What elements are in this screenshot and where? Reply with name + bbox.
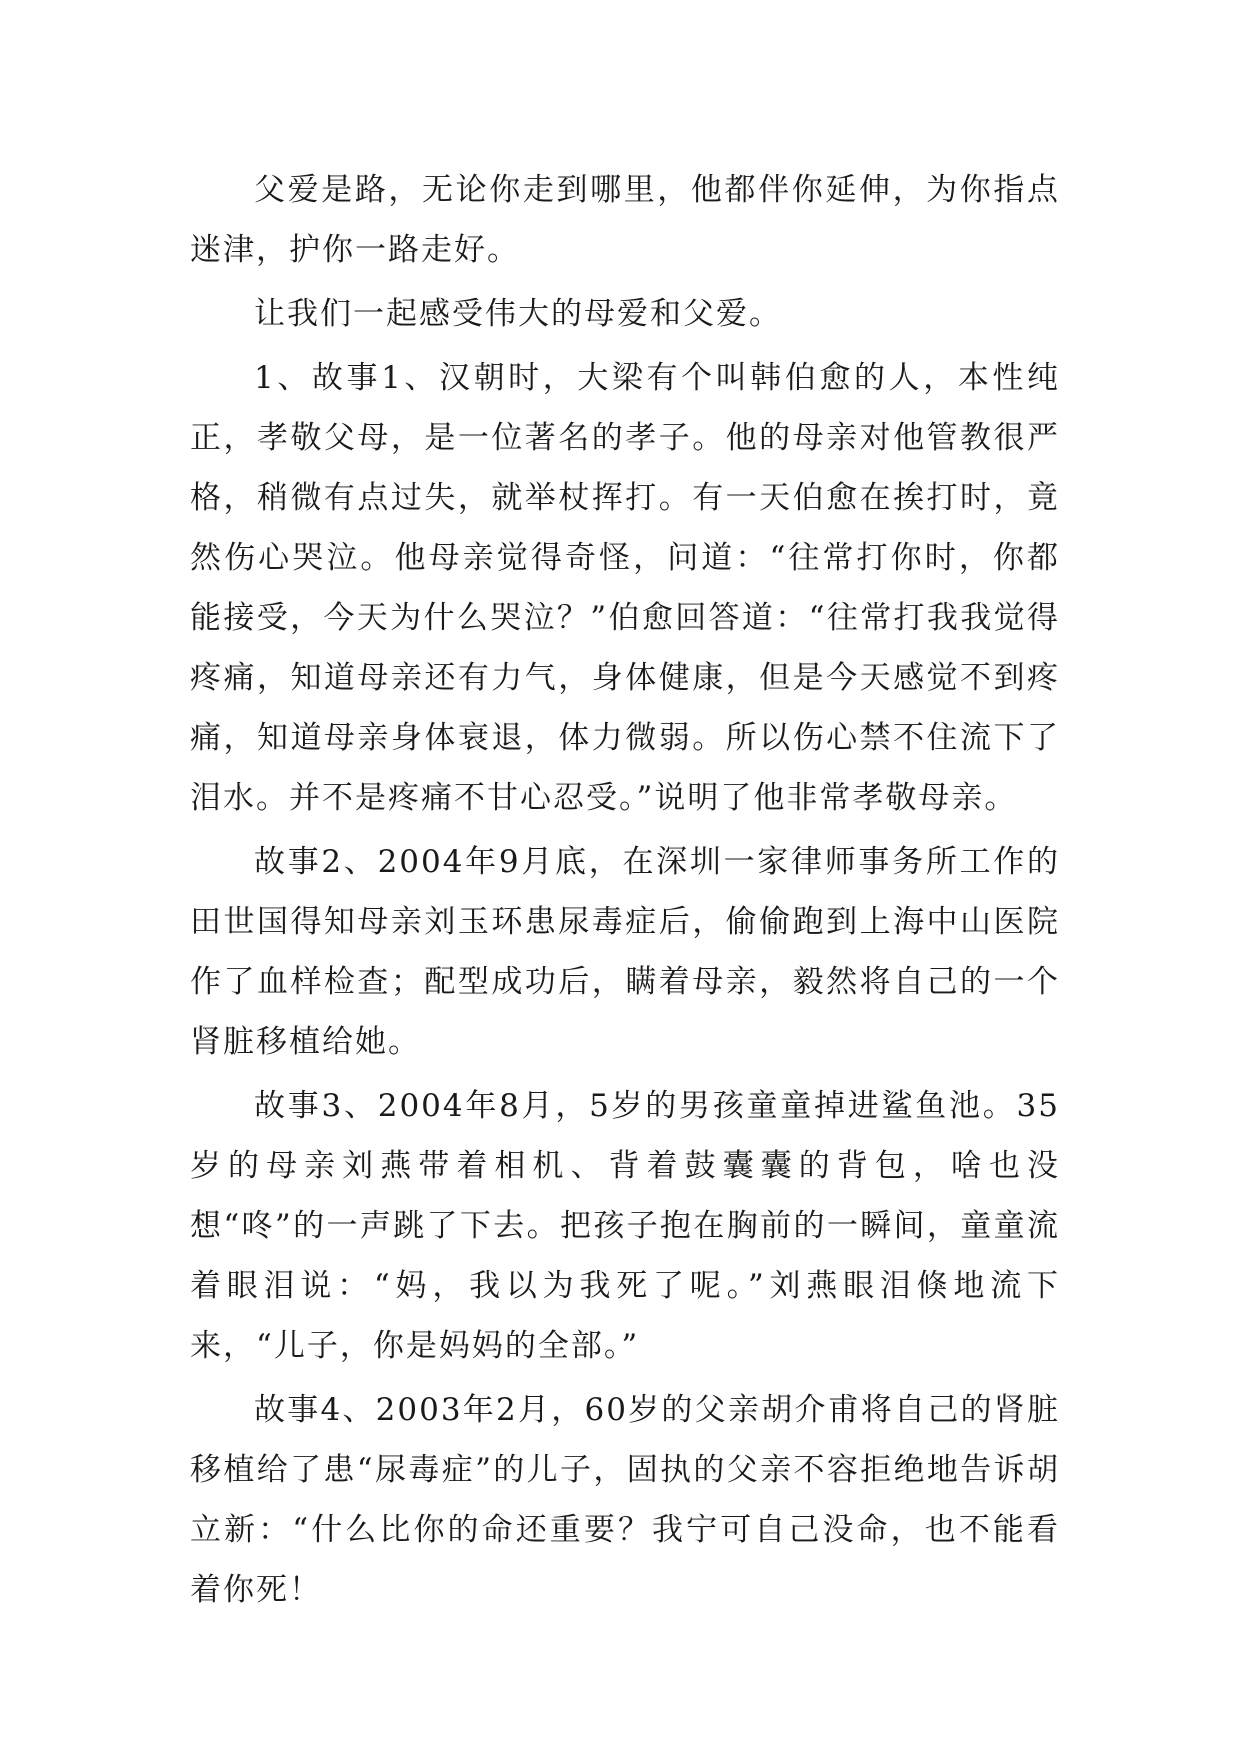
paragraph-story-4: 故事4、2003年2月，60岁的父亲胡介甫将自己的肾脏移植给了患“尿毒症”的儿子，固执的父亲不容拒绝地告诉胡立新：“什么比你的命还重要？我宁可自己没命，也不能看着你死！ (190, 1392, 1060, 1608)
document-body (190, 160, 1060, 1620)
paragraph-father-love: 父爱是路，无论你走到哪里，他都伴你延伸，为你指点迷津，护你一路走好。 (190, 172, 1060, 268)
paragraph-intro: 让我们一起感受伟大的母爱和父爱。 (254, 296, 782, 332)
paragraph-story-3: 故事3、2004年8月，5岁的男孩童童掉进鲨鱼池。35岁的母亲刘燕带着相机、背着鼓囊囊的背包，啥也没想“咚”的一声跳了下去。把孩子抱在胸前的一瞬间，童童流着眼泪说：“妈，我以为我死了呢。”刘燕眼泪倏地流下来，“儿子，你是妈妈的全部。” (190, 1088, 1060, 1364)
paragraph-story-1: 1、故事1、汉朝时，大梁有个叫韩伯愈的人，本性纯正，孝敬父母，是一位著名的孝子。他的母亲对他管教很严格，稍微有点过失，就举杖挥打。有一天伯愈在挨打时，竟然伤心哭泣。他母亲觉得奇怪，问道：“往常打你时，你都能接受，今天为什么哭泣？”伯愈回答道：“往常打我我觉得疼痛，知道母亲还有力气，身体健康，但是今天感觉不到疼痛，知道母亲身体衰退，体力微弱。所以伤心禁不住流下了泪水。并不是疼痛不甘心忍受。”说明了他非常孝敬母亲。 (190, 360, 1060, 816)
paragraph-story-2: 故事2、2004年9月底，在深圳一家律师事务所工作的田世国得知母亲刘玉环患尿毒症后，偷偷跑到上海中山医院作了血样检查；配型成功后，瞒着母亲，毅然将自己的一个肾脏移植给她。 (190, 844, 1060, 1060)
